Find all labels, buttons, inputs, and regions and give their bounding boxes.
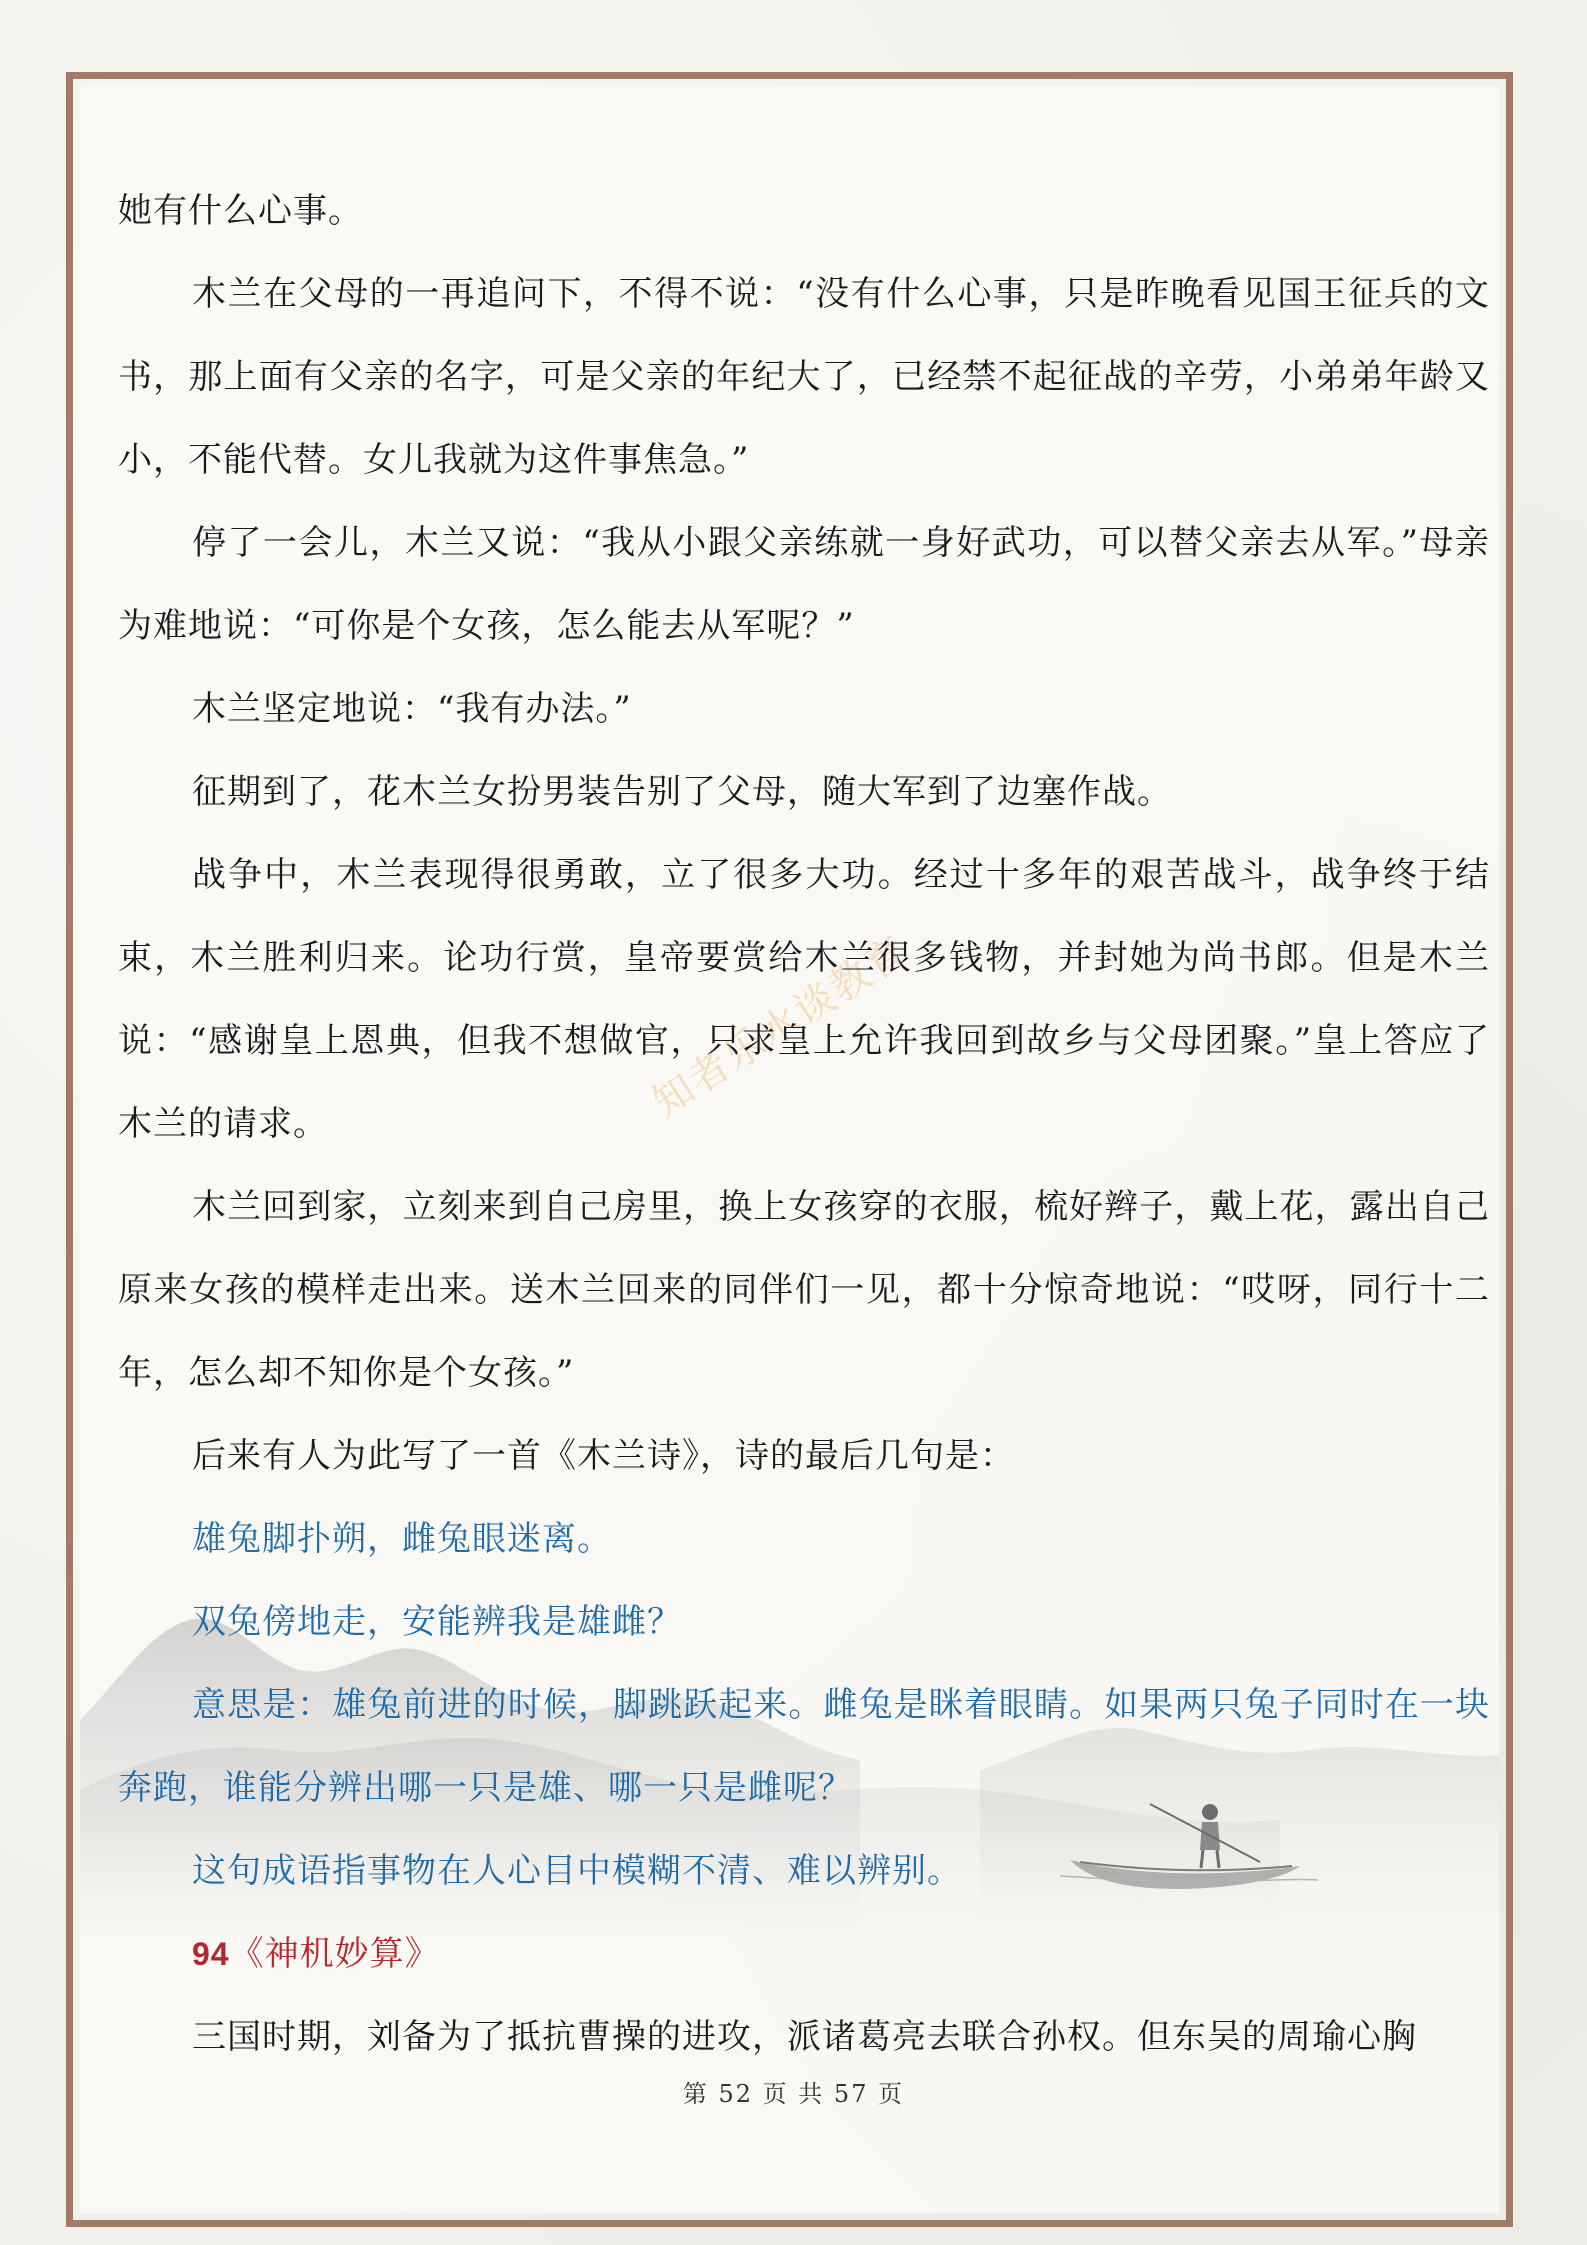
- paragraph: 战争中，木兰表现得很勇敢，立了很多大功。经过十多年的艰苦战斗，战争终于结束，木兰胜利归来。论功行赏，皇帝要赏给木兰很多钱物，并封她为尚书郎。但是木兰说：“感谢皇上恩典，但我不想做官，只求皇上允许我回到故乡与父母团聚。”皇上答应了木兰的请求。: [118, 855, 1490, 1144]
- paragraph: 后来有人为此写了一首《木兰诗》，诗的最后几句是：: [192, 1436, 1015, 1476]
- paragraph: 三国时期，刘备为了抵抗曹操的进攻，派诸葛亮去联合孙权。但东吴的周瑜心胸: [192, 2017, 1417, 2057]
- section-title: 《神机妙算》: [229, 1934, 440, 1974]
- explanation-paragraph: 意思是：雄兔前进的时候，脚跳跃起来。雌兔是眯着眼睛。如果两只兔子同时在一块奔跑，谁能分辨出哪一只是雄、哪一只是雌呢？: [118, 1685, 1490, 1808]
- page-footer: 第 52 页 共 57 页: [682, 2080, 905, 2108]
- paragraph: 木兰坚定地说：“我有办法。”: [192, 689, 632, 729]
- paragraph: 停了一会儿，木兰又说：“我从小跟父亲练就一身好武功，可以替父亲去从军。”母亲为难地说：“可你是个女孩，怎么能去从军呢？”: [118, 523, 1490, 646]
- section-heading: [118, 1913, 1490, 1996]
- section-number: 94: [192, 1936, 230, 1972]
- paragraph: 木兰回到家，立刻来到自己房里，换上女孩穿的衣服，梳好辫子，戴上花，露出自己原来女孩的模样走出来。送木兰回来的同伴们一见，都十分惊奇地说：“哎呀，同行十二年，怎么却不知你是个女孩。”: [118, 1187, 1490, 1393]
- paragraph: 征期到了，花木兰女扮男装告别了父母，随大军到了边塞作战。: [192, 772, 1172, 812]
- watermark: 知者乐水谈教育: [644, 927, 917, 1127]
- document-body: [118, 170, 1490, 2079]
- poem-line: 雄兔脚扑朔，雌兔眼迷离。: [192, 1519, 612, 1559]
- poem-line: 双兔傍地走，安能辨我是雄雌？: [192, 1602, 682, 1642]
- paragraph: 木兰在父母的一再追问下，不得不说：“没有什么心事，只是昨晚看见国王征兵的文书，那上面有父亲的名字，可是父亲的年纪大了，已经禁不起征战的辛劳，小弟弟年龄又小，不能代替。女儿我就为这件事焦急。”: [118, 274, 1490, 480]
- paragraph: 她有什么心事。: [118, 191, 363, 231]
- idiom-meaning: 这句成语指事物在人心目中模糊不清、难以辨别。: [192, 1851, 962, 1891]
